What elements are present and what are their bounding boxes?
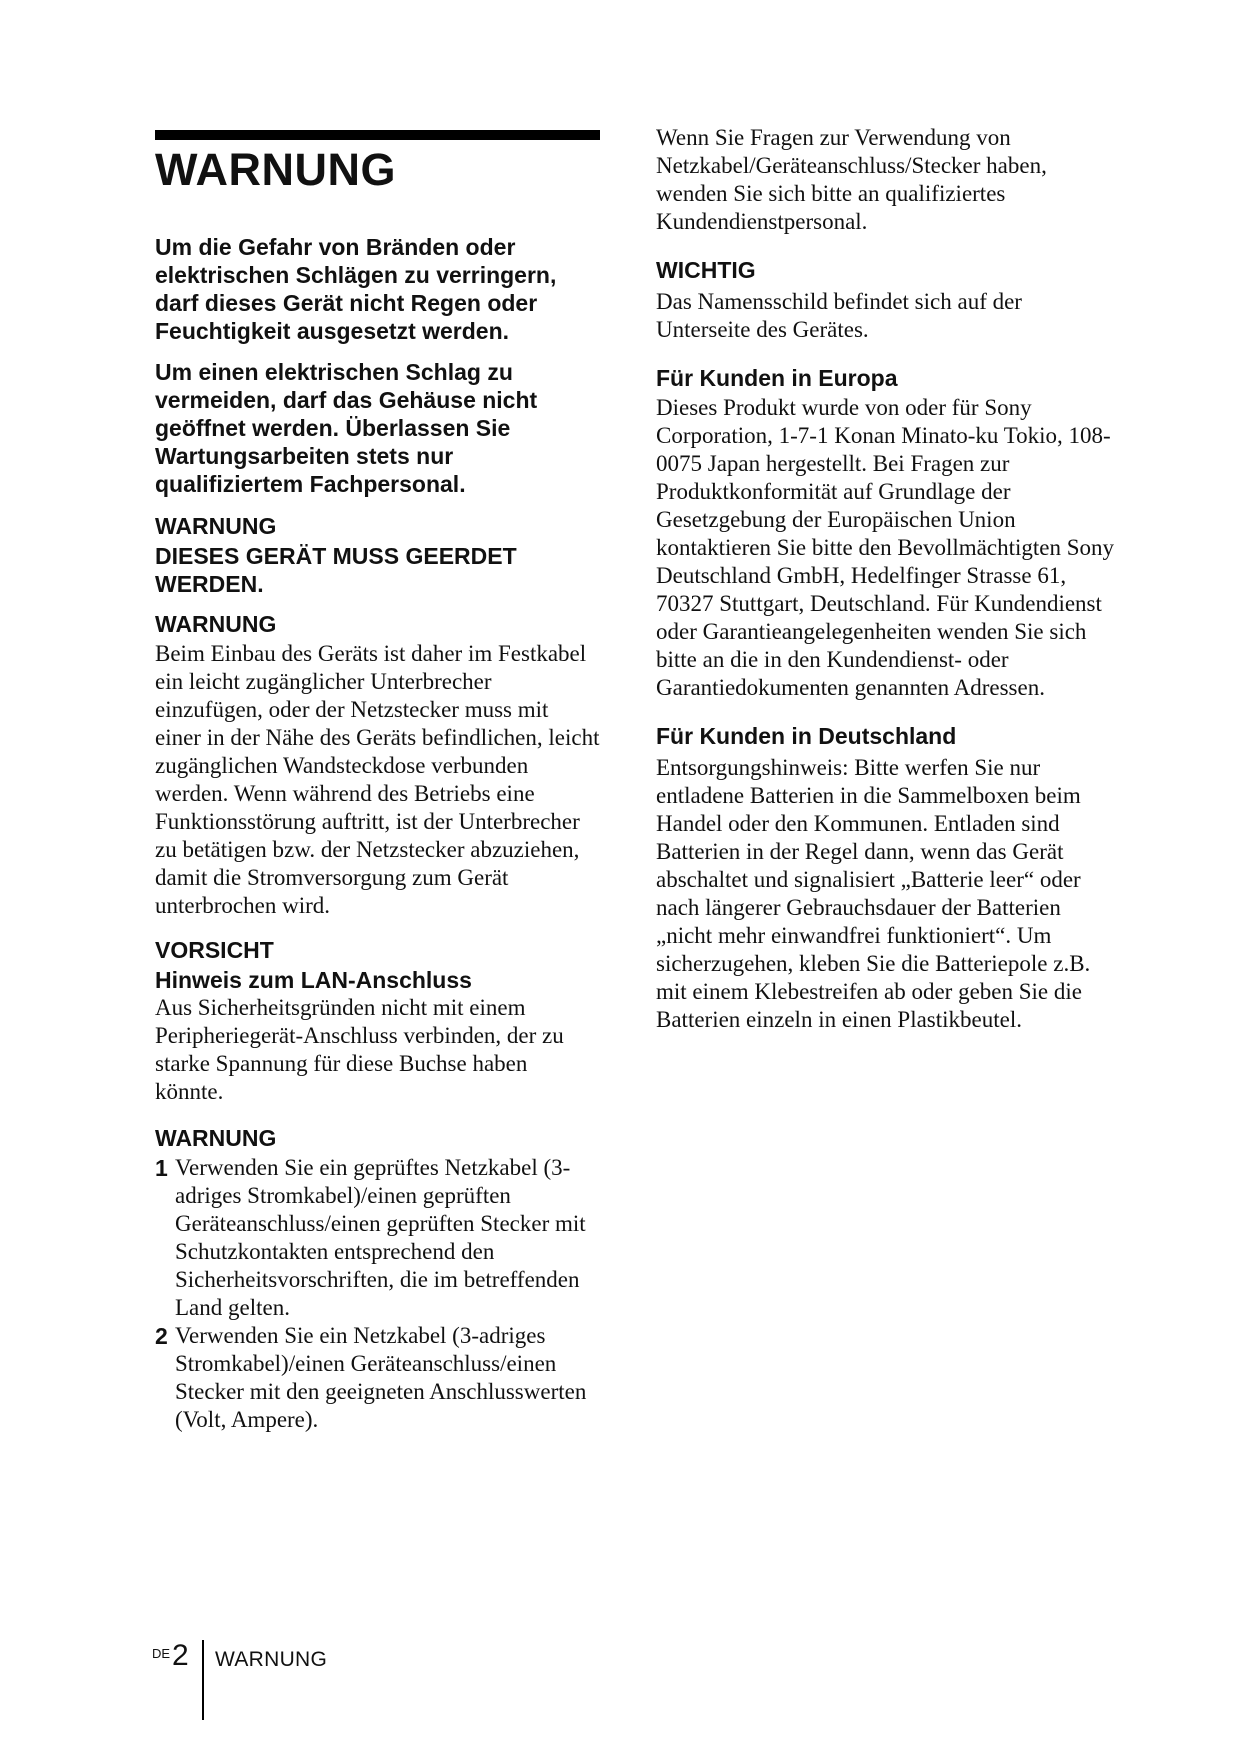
list-text: Verwenden Sie ein geprüftes Netzkabel (3-adriges Stromkabel)/einen geprüften Geräteanschluss/einen geprüften Stecker mit Schutzkontakten entsprechend den Sicherheitsvorschriften, die im betreffenden Land gelten. <box>175 1155 586 1320</box>
ground-heading: WARNUNG <box>155 513 277 539</box>
left-column <box>155 233 600 1448</box>
language-code: DE <box>152 1646 171 1661</box>
disconnect-text: Beim Einbau des Geräts ist daher im Festkabel ein leicht zugänglicher Unterbrecher einzufügen, oder der Netzstecker muss mit einer in der Nähe des Geräts befindlichen, leicht zugänglichen Wandsteckdose verbunden werden. Wenn während des Betriebs eine Funktionsstörung auftritt, ist der Unterbrecher zu betätigen bzw. der Netzstecker abzuziehen, damit die Stromversorgung zum Gerät unterbrochen wird. <box>155 641 600 918</box>
ground-subheading: DIESES GERÄT MUSS GEERDET WERDEN. <box>155 543 517 597</box>
europa-section <box>656 364 1116 702</box>
right-column <box>656 124 1116 1048</box>
deutschland-heading: Für Kunden in Deutschland <box>656 723 957 749</box>
fire-warning: Um die Gefahr von Bränden oder elektrischen Schlägen zu verringern, darf dieses Gerät nicht Regen oder Feuchtigkeit ausgesetzt werden. <box>155 234 557 344</box>
list-text: Verwenden Sie ein Netzkabel (3-adriges Stromkabel)/einen Geräteanschluss/einen Stecker mit den geeigneten Anschlusswerten (Volt, Ampere). <box>175 1323 587 1432</box>
shock-warning: Um einen elektrischen Schlag zu vermeiden, darf das Gehäuse nicht geöffnet werden. Überlassen Sie Wartungsarbeiten stets nur qualifiziertem Fachpersonal. <box>155 359 538 497</box>
cable-section <box>155 1124 600 1434</box>
list-number: 2 <box>155 1323 168 1349</box>
title-rule <box>155 130 600 140</box>
cable-heading: WARNUNG <box>155 1125 277 1151</box>
section-name: WARNUNG <box>215 1648 328 1671</box>
wichtig-section <box>656 256 1116 344</box>
footer-divider <box>202 1640 204 1720</box>
caution-section <box>155 936 600 1106</box>
wichtig-heading: WICHTIG <box>656 257 756 283</box>
wichtig-text: Das Namensschild befindet sich auf der Unterseite des Gerätes. <box>656 289 1022 342</box>
list-item <box>155 1154 600 1322</box>
deutschland-section <box>656 722 1116 1034</box>
page-title: WARNUNG <box>155 144 396 195</box>
list-item <box>155 1322 600 1434</box>
page-number: 2 <box>172 1639 189 1672</box>
service-intro: Wenn Sie Fragen zur Verwendung von Netzkabel/Geräteanschluss/Stecker haben, wenden Sie sich bitte an qualifiziertes Kundendienstpersonal. <box>656 125 1047 234</box>
list-number: 1 <box>155 1155 168 1181</box>
cable-list <box>155 1154 600 1434</box>
lan-heading: Hinweis zum LAN-Anschluss <box>155 967 472 993</box>
europa-heading: Für Kunden in Europa <box>656 365 898 391</box>
deutschland-text: Entsorgungshinweis: Bitte werfen Sie nur entladene Batterien in die Sammelboxen beim Handel oder den Kommunen. Entladen sind Batterien in der Regel dann, wenn das Gerät abschaltet und signalisiert „Batterie leer“ oder nach längerer Gebrauchsdauer der Batterien „nicht mehr einwandfrei funktioniert“. Um sicherzugehen, kleben Sie die Batteriepole z.B. mit einem Klebestreifen ab oder geben Sie die Batterien einzeln in einen Plastikbeutel. <box>656 755 1091 1032</box>
disconnect-heading: WARNUNG <box>155 611 277 637</box>
ground-section <box>155 512 600 598</box>
europa-text: Dieses Produkt wurde von oder für Sony Corporation, 1-7-1 Konan Minato-ku Tokio, 108-0075 Japan hergestellt. Bei Fragen zur Produktkonformität auf Grundlage der Gesetzgebung der Europäischen Union kontaktieren Sie bitte den Bevollmächtigten Sony Deutschland GmbH, Hedelfinger Strasse 61, 70327 Stuttgart, Deutschland. Für Kundendienst oder Garantieangelegenheiten wenden Sie sich bitte an die in den Kundendienst- oder Garantiedokumenten genannten Adressen. <box>656 395 1114 700</box>
disconnect-section <box>155 610 600 920</box>
lan-text: Aus Sicherheitsgründen nicht mit einem Peripheriegerät-Anschluss verbinden, der zu starke Spannung für diese Buchse haben könnte. <box>155 995 564 1104</box>
caution-heading: VORSICHT <box>155 937 274 963</box>
